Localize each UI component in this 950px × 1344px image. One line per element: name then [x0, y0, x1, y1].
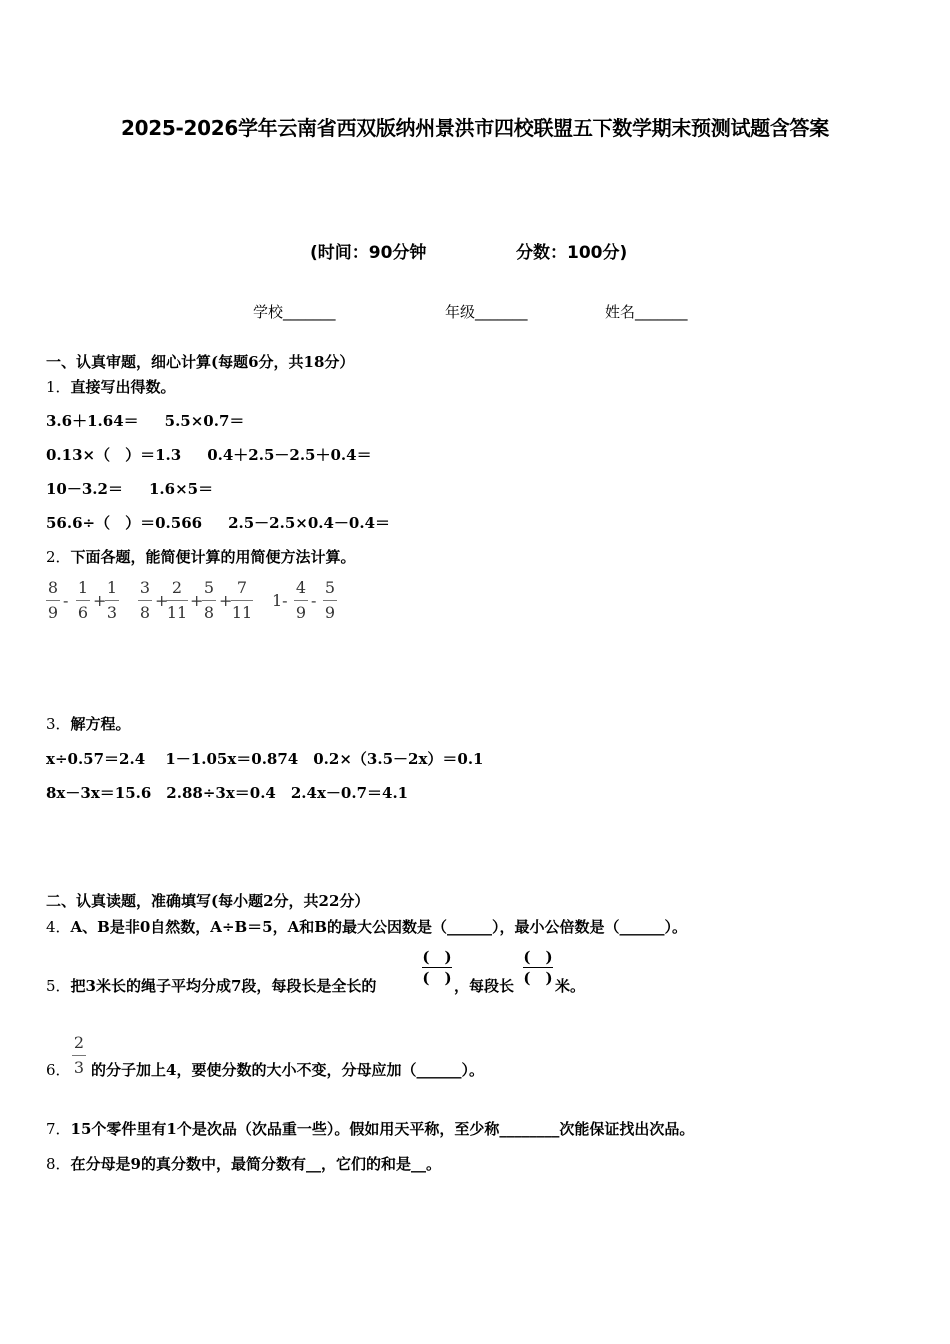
- question-number: 8．: [46, 1155, 71, 1173]
- fraction: 2 11: [166, 578, 188, 622]
- question-1: [46, 376, 176, 397]
- calc-item: 0.4＋2.5－2.5＋0.4＝: [207, 446, 372, 464]
- fraction: 7 11: [231, 578, 253, 622]
- operator: +: [190, 591, 204, 610]
- question-text: 15个零件里有1个是次品（次品重一些）。假如用天平称，至少称________次能保证找出次品。: [70, 1120, 695, 1138]
- operator: -: [311, 591, 317, 610]
- question-text: 米。: [555, 977, 586, 995]
- question-7: [46, 1118, 694, 1139]
- page-title: 2025-2026学年云南省西双版纳州景洪市四校联盟五下数学期末预测试题含答案: [121, 116, 829, 140]
- fraction: 4 9: [295, 578, 307, 622]
- calc-row: [46, 478, 239, 499]
- calc-row: [46, 512, 416, 533]
- question-5-cont: [454, 975, 514, 996]
- question-5-end: [555, 975, 585, 996]
- question-text: ，每段长: [454, 977, 515, 995]
- operator: +: [155, 591, 169, 610]
- exam-score: 分数：100分): [516, 243, 628, 263]
- question-number: 2．: [46, 548, 71, 566]
- question-6: [91, 1059, 484, 1080]
- section-1-heading: 一、认真审题，细心计算(每题6分，共18分）: [46, 353, 355, 371]
- calc-item: 3.6＋1.64＝: [46, 412, 139, 430]
- blank-fraction: ( ) ( ): [422, 948, 452, 987]
- question-6-number: 6．: [46, 1061, 71, 1079]
- fraction: 5 9: [324, 578, 336, 622]
- operator: -: [63, 591, 69, 610]
- school-field: 学校_______: [253, 303, 336, 321]
- calc-item: 0.13×（ ）＝1.3: [46, 446, 182, 464]
- operator: +: [219, 591, 233, 610]
- question-3: [46, 713, 131, 734]
- calc-item: 1.6×5＝: [148, 480, 214, 498]
- fraction: 5 8: [203, 578, 215, 622]
- question-text: A、B是非0自然数，A÷B＝5，A和B的最大公因数是（______），最小公倍数是（______）。: [70, 918, 687, 936]
- question-number: 1．: [46, 378, 71, 396]
- blank-fraction: ( ) ( ): [523, 948, 553, 987]
- question-5: [46, 975, 376, 996]
- equation-row: x÷0.57＝2.4 1－1.05x＝0.874 0.2×（3.5－2x）＝0.1: [46, 750, 484, 768]
- operator: 1-: [272, 591, 288, 610]
- question-text: 在分母是9的真分数中，最简分数有__，它们的和是__。: [70, 1155, 441, 1173]
- question-text: 直接写出得数。: [70, 378, 176, 396]
- calc-item: 56.6÷（ ）＝0.566: [46, 514, 203, 532]
- question-8: [46, 1153, 441, 1174]
- fraction: 1 6: [77, 578, 89, 622]
- question-4: [46, 916, 687, 937]
- fraction: 8 9: [47, 578, 59, 622]
- operator: +: [93, 591, 107, 610]
- question-number: 7．: [46, 1120, 71, 1138]
- question-text: 下面各题，能简便计算的用简便方法计算。: [70, 548, 356, 566]
- grade-field: 年级_______: [445, 303, 528, 321]
- calc-item: 2.5－2.5×0.4－0.4＝: [228, 514, 391, 532]
- question-text: 把3米长的绳子平均分成7段，每段长是全长的: [70, 977, 377, 995]
- fraction: 3 8: [139, 578, 151, 622]
- calc-row: [46, 444, 398, 465]
- question-number: 4．: [46, 918, 71, 936]
- exam-time: (时间：90分钟: [310, 243, 427, 263]
- fraction: 1 3: [106, 578, 118, 622]
- calc-item: 10－3.2＝: [46, 480, 123, 498]
- name-field: 姓名_______: [605, 303, 688, 321]
- calc-item: 5.5×0.7＝: [164, 412, 245, 430]
- question-number: 3．: [46, 715, 71, 733]
- section-2-heading: 二、认真读题，准确填写(每小题2分，共22分）: [46, 892, 370, 910]
- equation-row: 8x－3x＝15.6 2.88÷3x＝0.4 2.4x－0.7＝4.1: [46, 784, 409, 802]
- calc-row: [46, 410, 270, 431]
- question-text: 的分子加上4，要使分数的大小不变，分母应加（______）。: [91, 1061, 484, 1079]
- question-number: 5．: [46, 977, 71, 995]
- question-text: 解方程。: [70, 715, 131, 733]
- fraction: 2 3: [73, 1033, 85, 1077]
- question-2: [46, 546, 356, 567]
